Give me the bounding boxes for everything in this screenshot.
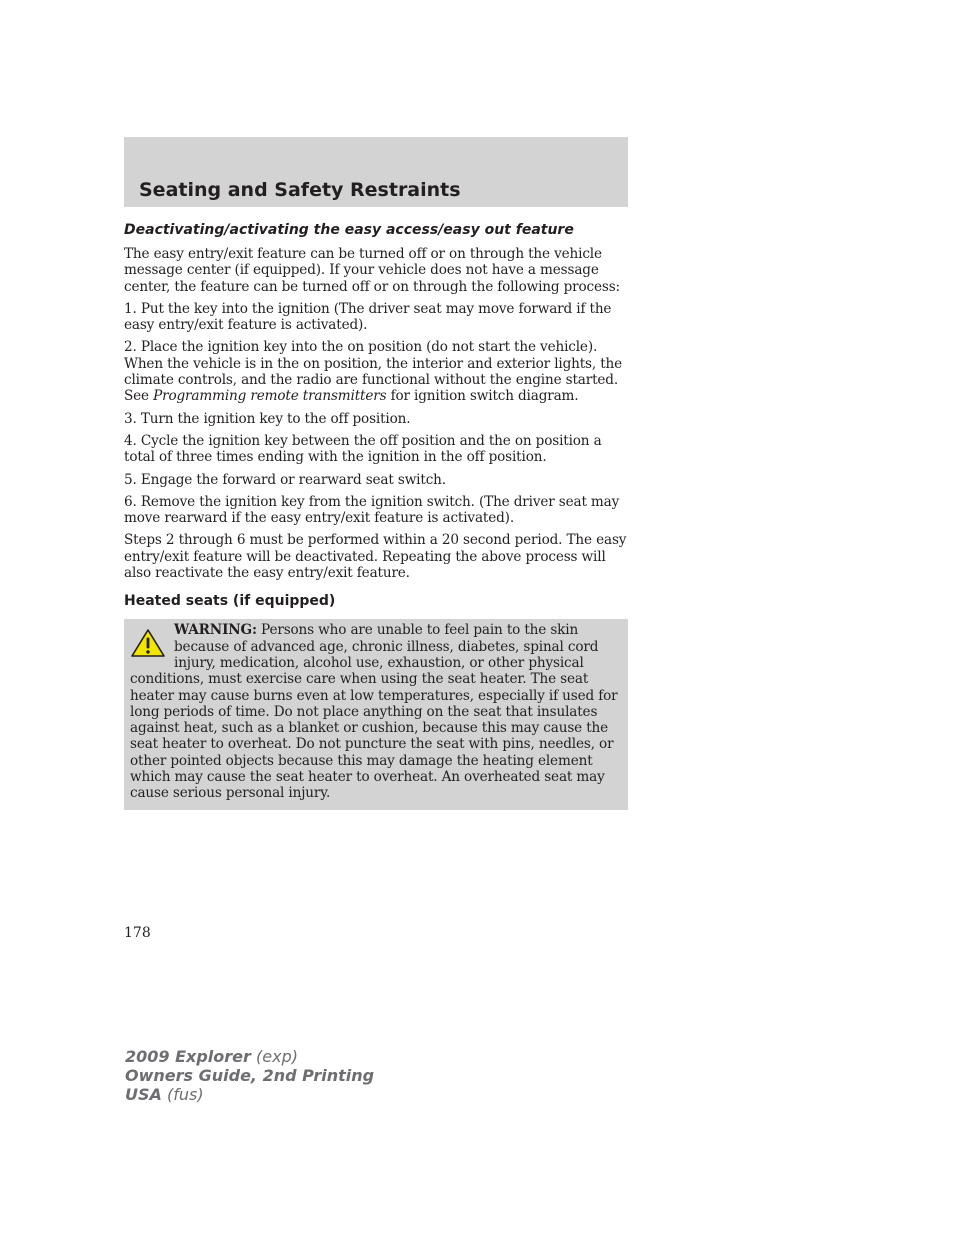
- step-5: 5. Engage the forward or rearward seat switch.: [124, 471, 446, 488]
- page-content: [124, 220, 630, 810]
- warning-box: [124, 619, 628, 809]
- section-header-band: [124, 137, 628, 207]
- footer-line-1: [125, 1047, 374, 1066]
- footer-market-code: (fus): [161, 1085, 204, 1104]
- step-4: 4. Cycle the ignition key between the off position and the on position a total of three times ending with the ignition in the off position.: [124, 432, 602, 466]
- section-title: Seating and Safety Restraints: [139, 179, 461, 201]
- cross-reference-link: Programming remote transmitters: [153, 388, 387, 405]
- step-6: 6. Remove the ignition key from the ignition switch. (The driver seat may move rearward if the easy entry/exit feature is activated).: [124, 493, 620, 527]
- step-2: [124, 339, 630, 404]
- warning-text: Persons who are unable to feel pain to the skin because of advanced age, chronic illness, diabetes, spinal cord injury, medication, alcohol use, exhaustion, or other physical conditions, must exercise care when using the seat heater. The seat heater may cause burns even at low temperatures, especially if used for long periods of time. Do not place anything on the seat that insulates against heat, such as a blanket or cushion, because this may cause the seat heater to overheat. Do not puncture the seat with pins, needles, or other pointed objects because this may damage the heating element which may cause the seat heater to overheat. An overheated seat may cause serious personal injury.: [130, 622, 618, 802]
- footer-market: USA: [125, 1085, 162, 1104]
- intro-paragraph: The easy entry/exit feature can be turned off or on through the vehicle message center (if equipped). If your vehicle does not have a message center, the feature can be turned off or on through the following process:: [124, 246, 620, 295]
- easy-access-heading: Deactivating/activating the easy access/easy out feature: [124, 222, 574, 238]
- footer: [125, 1047, 374, 1104]
- closing-paragraph: Steps 2 through 6 must be performed within a 20 second period. The easy entry/exit feature will be deactivated. Repeating the above process will also reactivate the easy entry/exit feature.: [124, 532, 627, 582]
- page-number: 178: [124, 925, 151, 941]
- warning-label: WARNING:: [174, 622, 257, 639]
- footer-line-3: [125, 1085, 374, 1104]
- footer-model: 2009 Explorer: [125, 1047, 251, 1066]
- footer-line-2: [125, 1066, 374, 1085]
- step-3: 3. Turn the ignition key to the off position.: [124, 410, 411, 427]
- step-2-text-end: for ignition switch diagram.: [386, 388, 579, 405]
- warning-triangle-icon: [130, 628, 166, 658]
- step-2-text: 2. Place the ignition key into the on position (do not start the vehicle). When the vehicle is in the on position, the interior and exterior lights, the climate controls, and the radio are functional without the engine started. See: [124, 339, 623, 405]
- step-1: 1. Put the key into the ignition (The driver seat may move forward if the easy entry/exit feature is activated).: [124, 300, 612, 334]
- footer-model-code: (exp): [250, 1047, 298, 1066]
- heated-seats-heading: Heated seats (if equipped): [124, 593, 336, 610]
- footer-edition: Owners Guide, 2nd Printing: [125, 1066, 375, 1085]
